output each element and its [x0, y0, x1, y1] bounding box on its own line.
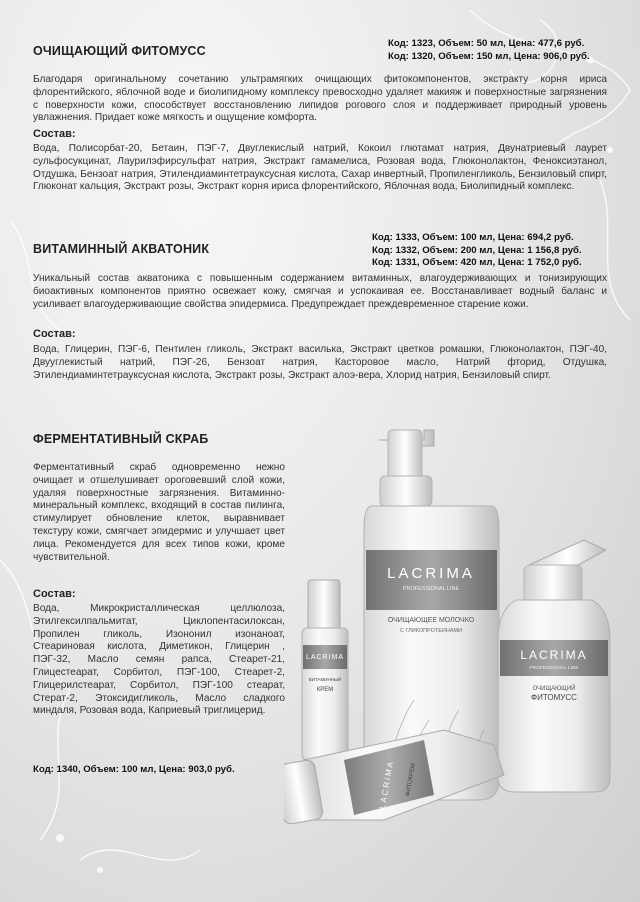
section-title-akvatonik: ВИТАМИННЫЙ АКВАТОНИК	[33, 242, 210, 256]
product-bottles-illustration	[284, 400, 640, 900]
big-bottle-sub: С ГЛИКОПРОТЕИНАМИ	[399, 628, 463, 634]
price-code-line: Код: 1320, Объем: 150 мл, Цена: 906,0 руб.	[388, 50, 590, 62]
composition-label-fitomuss: Состав:	[33, 128, 76, 140]
price-code-line: Код: 1323, Объем: 50 мл, Цена: 477,6 руб.	[388, 38, 585, 49]
description-fitomuss: Благодаря оригинальному сочетанию ультрамягких очищающих фитокомпонентов, экстракту корня ириса флорентийского, яблочной воде и биолипидному комплексу превосходно удаляет макияж и поверхностные загрязнения с поверхности кожи, способствует восстановлению липидов рогового слоя и поддерживает природный уровень увлажнения. Придает коже мягкость и ощущение комфорта.	[33, 74, 607, 124]
small-bottle-name: ФИТОМУСС	[531, 693, 577, 702]
composition-akvatonik: Вода, Глицерин, ПЭГ-6, Пентилен гликоль, Экстракт василька, Экстракт цветков ромашки, Глюконолактон, ПЭГ-40, Двууглекистый натрий, ПЭГ-26, Бензоат натрия, Касторовое масло, Натрий фторид, Отдушка, Этилендиаминтетрауксусная кислота, Экстракт розы, Экстракт алоэ-вера, Хлорид натрия, Бензиловый спирт.	[33, 344, 607, 381]
section-title-fitomuss: ОЧИЩАЮЩИЙ ФИТОМУСС	[33, 44, 206, 58]
section-title-skrab: ФЕРМЕНТАТИВНЫЙ СКРАБ	[33, 432, 209, 446]
price-codes-fitomuss	[388, 38, 590, 63]
vitamin-cream-bottle	[302, 580, 348, 760]
tube-text: ФИТОКРЕМ	[405, 762, 417, 797]
line-label: PROFESSIONAL LINE	[402, 586, 460, 592]
brand-label: LACRIMA	[305, 654, 345, 661]
brand-label: LACRIMA	[520, 648, 588, 662]
price-codes-skrab	[33, 764, 235, 777]
small-bottle-top: ОЧИЩАЮЩИЙ	[532, 686, 576, 692]
composition-skrab: Вода, Микрокристаллическая целлюлоза, Этилгексилпальмитат, Циклопентасилоксан, Пропилен гликоль, Изононил изонаноат, Стеариновая кислота, Диметикон, Глицерин , ПЭГ-32, Масло семян рапса, Стеарет-21, Глицестеарат, Сорбитол, ПЭГ-100, Стеарет-2, Глицерилстеарат, Сорбитол, ПЭГ-100 стеарат, Стерат-2, Этоксидигликоль, Масло сладкого миндаля, Розовая вода, Каприевый триглицерид.	[33, 603, 285, 717]
composition-label-akvatonik: Состав:	[33, 328, 76, 340]
line-label: PROFESSIONAL LINE	[529, 666, 579, 671]
price-code-line: Код: 1331, Объем: 420 мл, Цена: 1 752,0 руб.	[372, 257, 582, 268]
fitomuss-bottle	[498, 540, 610, 792]
brand-label: LACRIMA	[377, 759, 396, 810]
tall-bottle-top: ВИТАМИННЫЙ	[308, 677, 342, 682]
brand-label: LACRIMA	[387, 565, 475, 582]
description-skrab: Ферментативный скраб одновременно нежно очищает и отшелушивает ороговевший слой кожи, удаляя поверхностные загрязнения. Витаминно-минеральный комплекс, входящий в состав пилинга, стимулирует обновление клеток, выравнивает текстуру кожи, смягчает эпидермис и улучшает цвет лица. Рекомендуется для всех типов кожи, кроме чувствительной.	[33, 462, 285, 563]
price-codes-akvatonik	[372, 232, 582, 270]
composition-fitomuss: Вода, Полисорбат-20, Бетаин, ПЭГ-7, Двуглекислый натрий, Кокоил глютамат натрия, Двунатриевый лаурет сульфосукцинат, Лаурилэфирсульфат натрия, Экстракт гамамелиса, Розовая вода, Глюконолактон, Феноксиэтанол, Отдушка, Бензоат натрия, Этилендиаминтетрауксусная кислота, Сахар инвертный, Пропиленгликоль, Бензиловый спирт, Глюконат кальция, Экстракт розы, Экстракт корня ириса флорентийского, Яблочная вода, Биолипидный комплекс.	[33, 143, 607, 193]
big-bottle-name: ОЧИЩАЮЩЕЕ МОЛОЧКО	[387, 617, 475, 624]
price-code-line: Код: 1340, Объем: 100 мл, Цена: 903,0 руб.	[33, 764, 235, 775]
description-akvatonik: Уникальный состав акватоника с повышенным содержанием витаминных, влагоудерживающих и тонизирующих биоактивных компонентов приятно освежает кожу, смягчая и успокаивая ее. Восстанавливает водный баланс и усиливает влагоудерживающие свойства эпидермиса. Предупреждает преждевременное старение кожи.	[33, 273, 607, 310]
composition-label-skrab: Состав:	[33, 588, 76, 600]
price-code-line: Код: 1333, Объем: 100 мл, Цена: 694,2 руб.	[372, 232, 574, 243]
tall-bottle-name: КРЕМ	[316, 687, 334, 693]
price-code-line: Код: 1332, Объем: 200 мл, Цена: 1 156,8 руб.	[372, 244, 582, 256]
